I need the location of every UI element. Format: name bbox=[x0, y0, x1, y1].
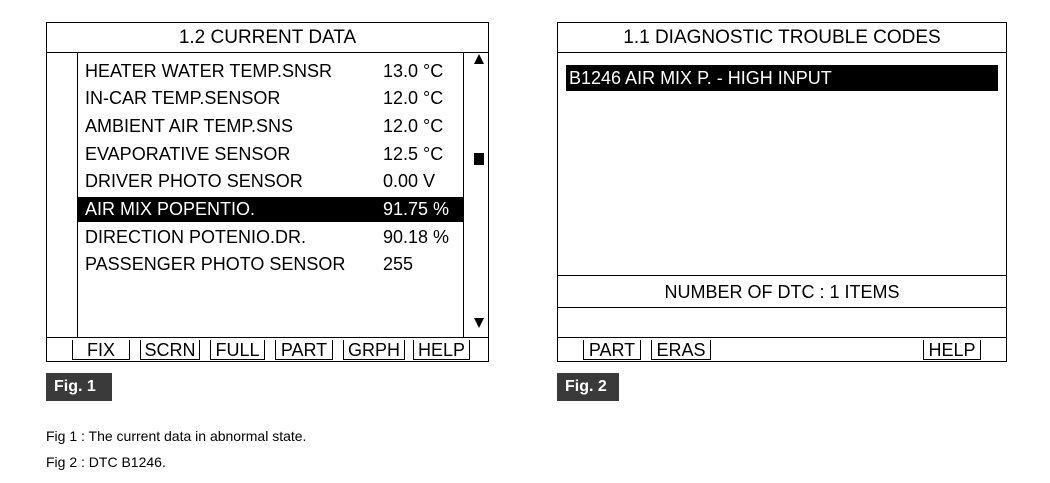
part-key[interactable]: PART bbox=[275, 340, 333, 360]
figure-1-label: Fig. 1 bbox=[46, 373, 112, 401]
scrollbar-thumb[interactable] bbox=[474, 153, 484, 165]
dtc-row-selected[interactable]: B1246 AIR MIX P. - HIGH INPUT bbox=[566, 65, 998, 91]
data-row[interactable] bbox=[78, 252, 463, 277]
data-row-value: 12.0 °C bbox=[383, 116, 444, 136]
help-key[interactable]: HELP bbox=[413, 340, 470, 360]
data-row-label: DRIVER PHOTO SENSOR bbox=[85, 171, 303, 191]
full-key[interactable]: FULL bbox=[210, 340, 265, 360]
data-row-value: 12.5 °C bbox=[383, 144, 444, 164]
data-row-label: AIR MIX POPENTIO. bbox=[85, 199, 256, 219]
scrn-key[interactable]: SCRN bbox=[140, 340, 200, 360]
data-row-value: 12.0 °C bbox=[383, 88, 444, 108]
current-data-list bbox=[77, 53, 464, 337]
caption-fig1: Fig 1 : The current data in abnormal state. bbox=[46, 428, 307, 444]
data-row-value: 91.75 % bbox=[383, 199, 450, 219]
scroll-up-arrow-icon[interactable] bbox=[474, 54, 484, 64]
data-row-value: 255 bbox=[383, 254, 414, 274]
data-row-value: 13.0 °C bbox=[383, 61, 444, 81]
data-row-label: DIRECTION POTENIO.DR. bbox=[85, 227, 307, 247]
data-row[interactable] bbox=[78, 59, 463, 84]
data-row-label: AMBIENT AIR TEMP.SNS bbox=[85, 116, 294, 136]
data-row-selected[interactable] bbox=[78, 197, 463, 222]
data-row-value: 0.00 V bbox=[383, 171, 436, 191]
data-row-label: HEATER WATER TEMP.SNSR bbox=[85, 61, 333, 81]
status-bar bbox=[558, 307, 1006, 337]
data-row-label: EVAPORATIVE SENSOR bbox=[85, 144, 291, 164]
eras-key[interactable]: ERAS bbox=[651, 340, 711, 360]
data-row-value: 90.18 % bbox=[383, 227, 450, 247]
data-row-label: IN-CAR TEMP.SENSOR bbox=[85, 88, 281, 108]
data-row[interactable] bbox=[78, 169, 463, 194]
data-row-label: PASSENGER PHOTO SENSOR bbox=[85, 254, 346, 274]
data-row[interactable] bbox=[78, 114, 463, 139]
scroll-down-arrow-icon[interactable] bbox=[474, 318, 484, 328]
grph-key[interactable]: GRPH bbox=[343, 340, 405, 360]
dtc-count: NUMBER OF DTC : 1 ITEMS bbox=[558, 275, 1006, 307]
data-row[interactable] bbox=[78, 142, 463, 167]
data-row[interactable] bbox=[78, 225, 463, 250]
current-data-panel bbox=[46, 22, 489, 362]
dtc-panel bbox=[557, 22, 1007, 362]
current-data-title: 1.2 CURRENT DATA bbox=[47, 23, 488, 53]
function-key-bar bbox=[558, 337, 1006, 361]
figure-2-label: Fig. 2 bbox=[557, 373, 619, 401]
data-row[interactable] bbox=[78, 86, 463, 111]
help-key[interactable]: HELP bbox=[923, 340, 981, 360]
part-key[interactable]: PART bbox=[583, 340, 641, 360]
dtc-title: 1.1 DIAGNOSTIC TROUBLE CODES bbox=[558, 23, 1006, 53]
function-key-bar bbox=[47, 337, 488, 361]
caption-fig2: Fig 2 : DTC B1246. bbox=[46, 454, 166, 470]
fix-key[interactable]: FIX bbox=[72, 340, 130, 360]
